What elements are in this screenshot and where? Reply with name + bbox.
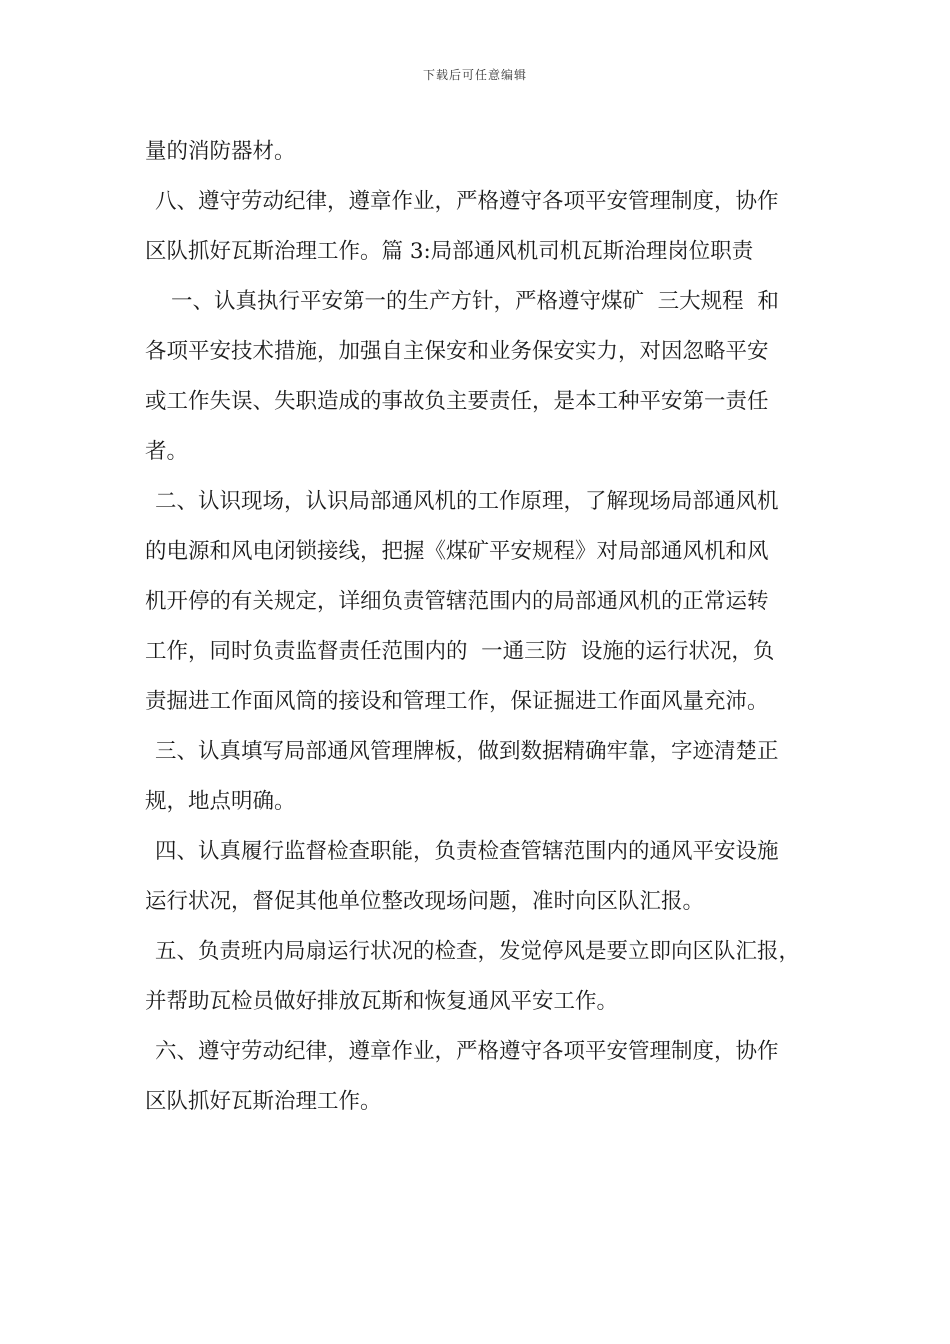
text-line-11: 工作，同时负责监督责任范围内的 一通三防 设施的运行状况，负: [145, 639, 775, 664]
text-line-9: 的电源和风电闭锁接线，把握《煤矿平安规程》对局部通风机和风: [145, 539, 769, 564]
text-line-19: 六、遵守劳动纪律，遵章作业，严格遵守各项平安管理制度，协作: [155, 1039, 779, 1064]
text-line-16: 运行状况，督促其他单位整改现场问题，准时向区队汇报。: [145, 889, 705, 914]
document-body: [145, 127, 825, 1127]
text-line-12: 责掘进工作面风筒的接设和管理工作，保证掘进工作面风量充沛。: [145, 689, 769, 714]
text-line-20: 区队抓好瓦斯治理工作。: [145, 1089, 382, 1114]
text-line-6: 或工作失误、失职造成的事故负主要责任，是本工种平安第一责任: [145, 389, 769, 414]
text-line-1: 量的消防器材。: [145, 139, 296, 164]
text-line-7: 者。: [145, 439, 189, 464]
text-line-5: 各项平安技术措施，加强自主保安和业务保安实力，对因忽略平安: [145, 339, 769, 364]
text-line-14: 规，地点明确。: [145, 789, 296, 814]
text-line-10: 机开停的有关规定，详细负责管辖范围内的局部通风机的正常运转: [145, 589, 769, 614]
text-line-8: 二、认识现场，认识局部通风机的工作原理，了解现场局部通风机: [155, 489, 779, 514]
text-line-17: 五、负责班内局扇运行状况的检查，发觉停风是要立即向区队汇报，: [155, 939, 801, 964]
text-line-3: 区队抓好瓦斯治理工作。篇 3:局部通风机司机瓦斯治理岗位职责: [145, 239, 754, 264]
page-header: 下载后可任意编辑: [422, 68, 527, 82]
text-line-15: 四、认真履行监督检查职能，负责检查管辖范围内的通风平安设施: [155, 839, 779, 864]
text-line-13: 三、认真填写局部通风管理牌板，做到数据精确牢靠，字迹清楚正: [155, 739, 779, 764]
text-line-18: 并帮助瓦检员做好排放瓦斯和恢复通风平安工作。: [145, 989, 619, 1014]
text-line-4: 一、认真执行平安第一的生产方针，严格遵守煤矿 三大规程 和: [171, 289, 779, 314]
text-line-2: 八、遵守劳动纪律，遵章作业，严格遵守各项平安管理制度，协作: [155, 189, 779, 214]
